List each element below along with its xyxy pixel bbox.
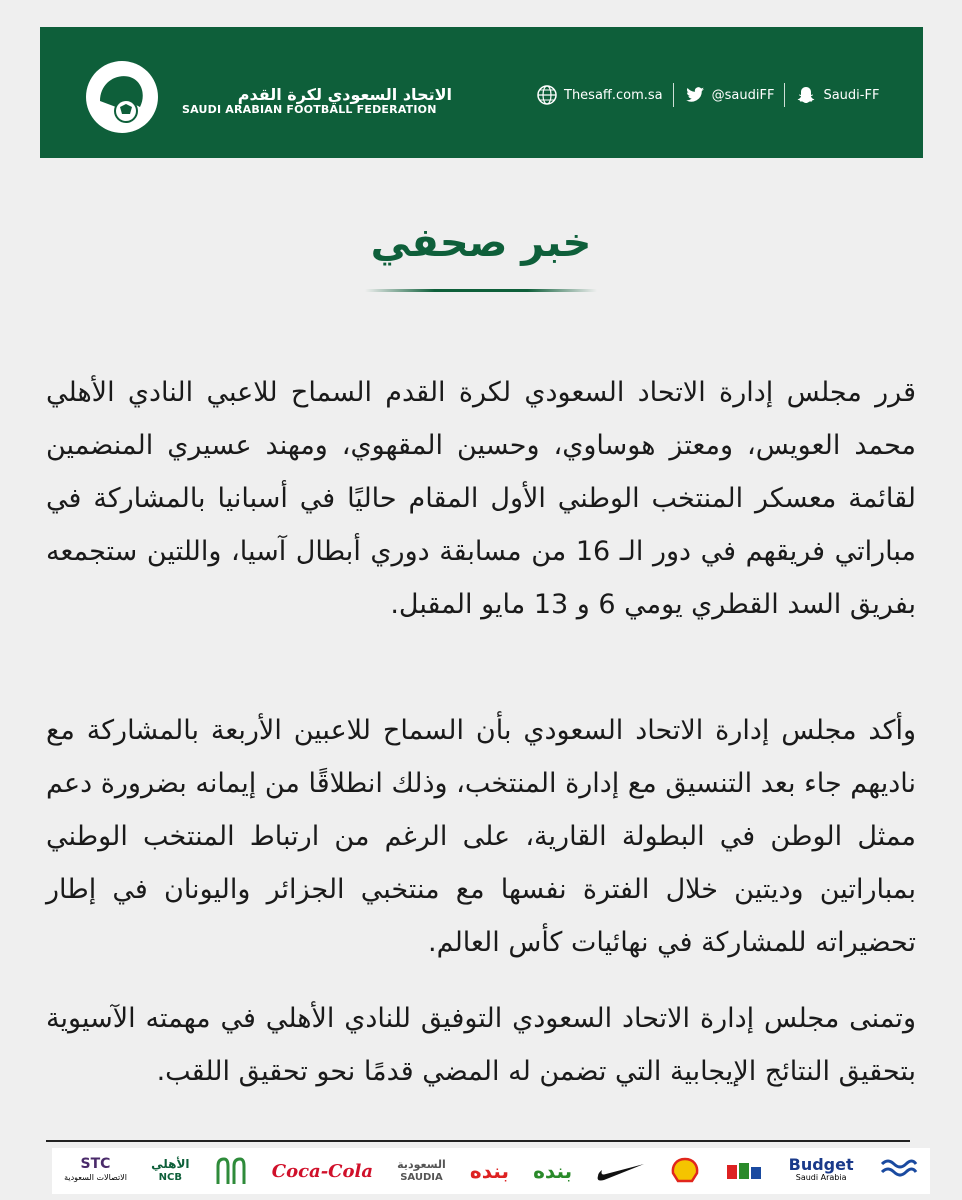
shell-icon bbox=[670, 1157, 700, 1185]
federation-name-english: SAUDI ARABIAN FOOTBALL FEDERATION bbox=[182, 103, 437, 116]
sponsor-stc: STC الاتصالات السعودية bbox=[64, 1156, 127, 1182]
title-underline bbox=[365, 289, 597, 292]
paragraph-1: قرر مجلس إدارة الاتحاد السعودي لكرة القدم السماح للاعبي النادي الأهلي محمد العويس، ومعتز هوساوي، وحسين المقهوي، ومهند عسيري المنضمين لقائمة معسكر المنتخب الوطني الأول المقام حاليًا في أسبانيا بالمشاركة في مباراتي فريقهم في دور الـ 16 من مسابقة دوري أبطال آسيا، واللتين ستجمعه بفريق السد القطري يومي 6 و 13 مايو المقبل. bbox=[46, 377, 916, 620]
sponsor-ncb-logo-icon bbox=[214, 1156, 248, 1186]
sponsor-coca-cola: Coca-Cola bbox=[271, 1160, 374, 1182]
federation-name-arabic: الاتحاد السعودي لكرة القدم bbox=[237, 85, 452, 104]
snapchat-icon bbox=[795, 84, 817, 106]
globe-icon bbox=[536, 84, 558, 106]
sponsor-divider bbox=[46, 1140, 910, 1142]
sponsor-bandah-green: بنده bbox=[533, 1158, 573, 1183]
twitter-handle-link[interactable]: @saudiFF bbox=[711, 87, 775, 103]
snapchat-handle-link[interactable]: Saudi-FF bbox=[823, 87, 880, 103]
sponsor-bandah-red: بنده bbox=[469, 1158, 509, 1183]
contact-bar bbox=[536, 79, 879, 111]
sponsor-ncb: الأهلي NCB bbox=[151, 1157, 190, 1183]
page-title: خبر صحفي bbox=[370, 220, 592, 266]
header-banner bbox=[40, 27, 923, 158]
sponsor-emblem-icon bbox=[878, 1156, 918, 1186]
federation-logo-icon bbox=[86, 61, 158, 133]
sponsor-bar bbox=[52, 1148, 930, 1194]
divider bbox=[673, 83, 674, 107]
sponsor-budget: Budget Saudi Arabia bbox=[788, 1155, 854, 1182]
twitter-icon bbox=[684, 84, 706, 106]
website-link[interactable]: Thesaff.com.sa bbox=[564, 87, 663, 103]
sponsor-mascot-icon bbox=[725, 1159, 765, 1183]
divider bbox=[784, 83, 785, 107]
paragraph-2: وأكد مجلس إدارة الاتحاد السعودي بأن السماح للاعبين الأربعة بالمشاركة مع ناديهم جاء بعد التنسيق مع إدارة المنتخب، وذلك انطلاقًا من إيمانه بضرورة دعم ممثل الوطن في البطولة القارية، على الرغم من ارتباط المنتخب الوطني بمباراتين وديتين خلال الفترة نفسها مع منتخبي الجزائر واليونان في إطار تحضيراته للمشاركة في نهائيات كأس العالم. bbox=[46, 715, 916, 958]
nike-swoosh-icon bbox=[596, 1160, 646, 1182]
paragraph-3: وتمنى مجلس إدارة الاتحاد السعودي التوفيق للنادي الأهلي في مهمته الآسيوية بتحقيق النتائج الإيجابية التي تضمن له المضي قدمًا نحو تحقيق اللقب. bbox=[46, 1003, 916, 1087]
sponsor-saudia: السعودية SAUDIA bbox=[397, 1158, 446, 1183]
